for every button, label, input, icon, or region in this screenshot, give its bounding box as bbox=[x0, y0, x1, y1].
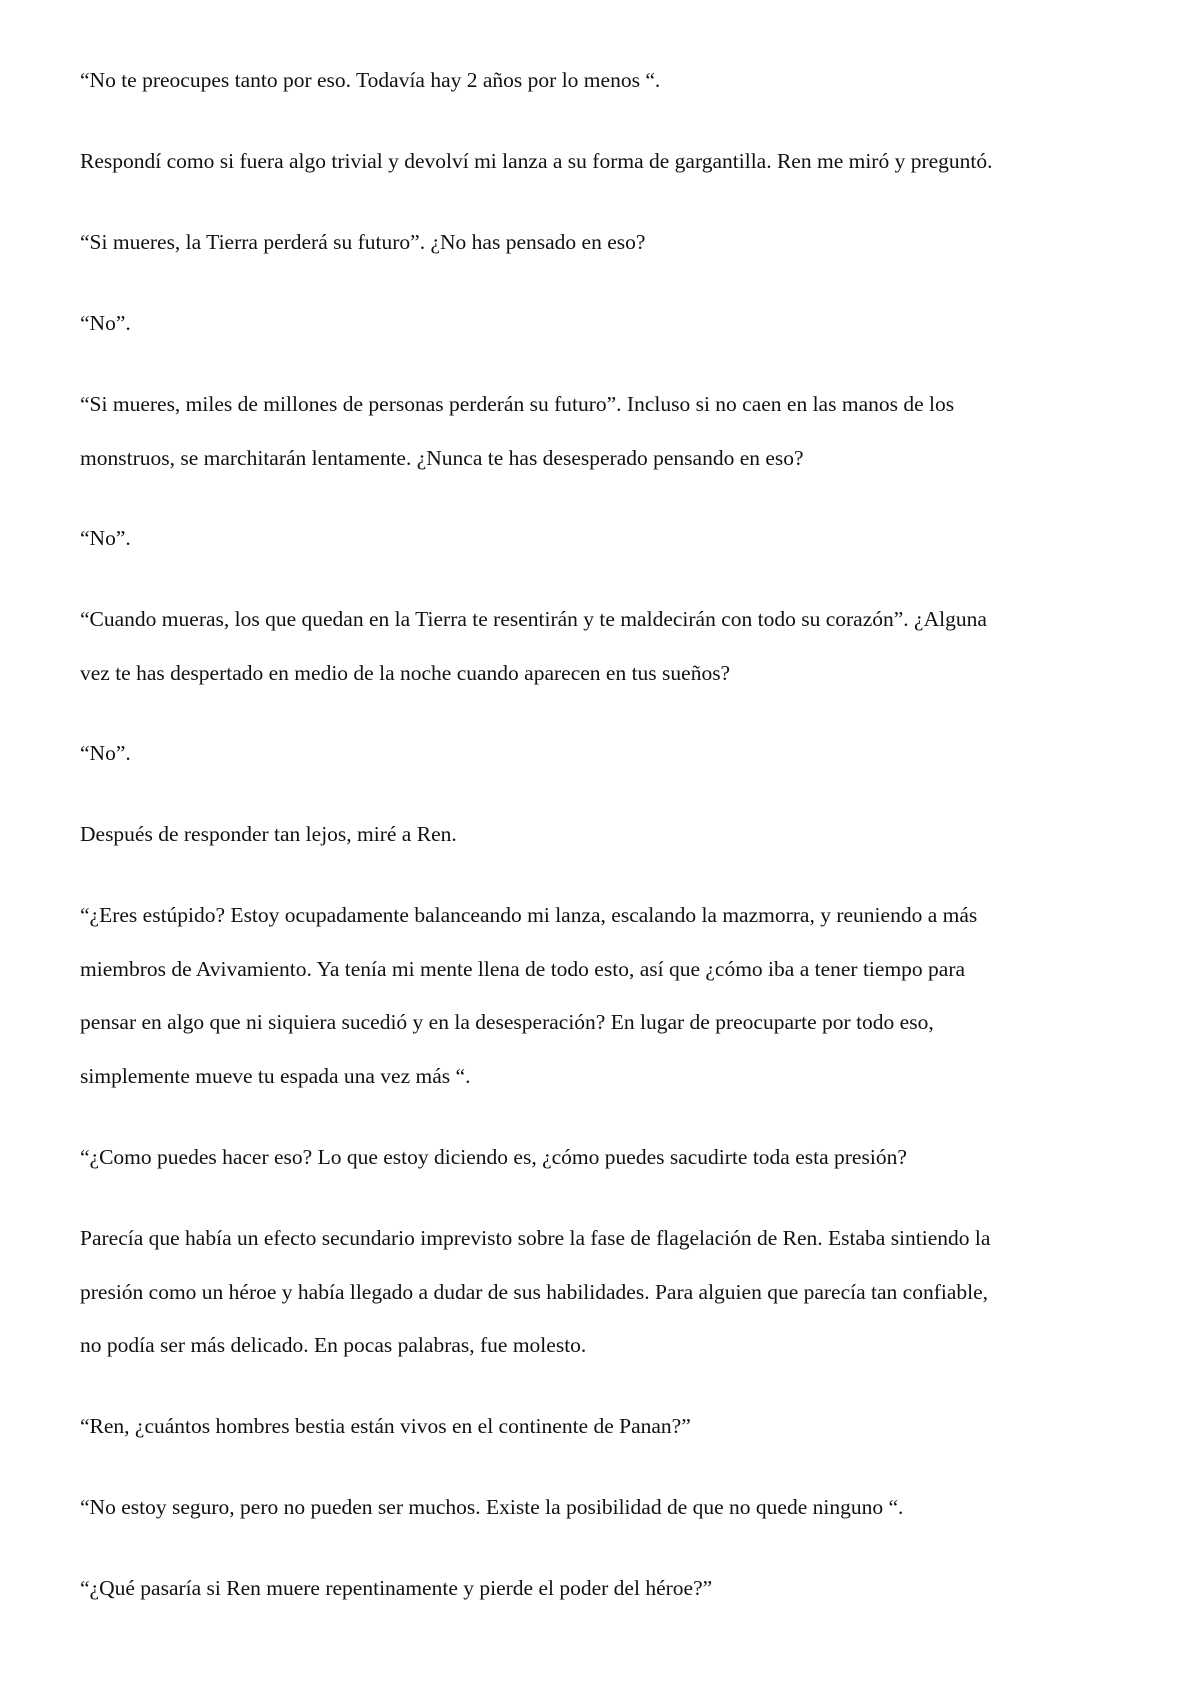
paragraph bbox=[80, 727, 1120, 781]
paragraph bbox=[80, 135, 1120, 189]
paragraph bbox=[80, 808, 1120, 862]
paragraph bbox=[80, 1400, 1120, 1454]
text-line: “No”. bbox=[80, 526, 131, 550]
text-line: no podía ser más delicado. En pocas palabras, fue molesto. bbox=[80, 1333, 587, 1357]
text-line: simplemente mueve tu espada una vez más “. bbox=[80, 1063, 471, 1088]
paragraph bbox=[80, 297, 1120, 351]
paragraph bbox=[80, 1131, 1120, 1185]
paragraph bbox=[80, 54, 1120, 108]
paragraph bbox=[80, 1212, 1120, 1373]
text-line: presión como un héroe y había llegado a dudar de sus habilidades. Para alguien que parecía tan confiable, bbox=[80, 1279, 989, 1304]
paragraph bbox=[80, 1481, 1120, 1535]
text-line: “¿Como puedes hacer eso? Lo que estoy diciendo es, ¿cómo puedes sacudirte toda esta presión? bbox=[80, 1145, 907, 1169]
text-line: miembros de Avivamiento. Ya tenía mi mente llena de todo esto, así que ¿cómo iba a tener tiempo para bbox=[80, 956, 966, 981]
text-line: Parecía que había un efecto secundario imprevisto sobre la fase de flagelación de Ren. Estaba sintiendo la bbox=[80, 1226, 991, 1250]
text-line: monstruos, se marchitarán lentamente. ¿Nunca te has desesperado pensando en eso? bbox=[80, 445, 804, 470]
text-line: “No te preocupes tanto por eso. Todavía hay 2 años por lo menos “. bbox=[80, 68, 661, 92]
text-line: “Si mueres, miles de millones de personas perderán su futuro”. Incluso si no caen en las manos de los bbox=[80, 392, 955, 416]
paragraph bbox=[80, 593, 1120, 700]
text-line: “Si mueres, la Tierra perderá su futuro”. ¿No has pensado en eso? bbox=[80, 230, 646, 254]
paragraph bbox=[80, 216, 1120, 270]
text-line: “No”. bbox=[80, 311, 131, 335]
text-line: “Cuando mueras, los que quedan en la Tierra te resentirán y te maldecirán con todo su corazón”. ¿Alguna bbox=[80, 607, 987, 631]
paragraph bbox=[80, 889, 1120, 1103]
text-line: vez te has despertado en medio de la noche cuando aparecen en tus sueños? bbox=[80, 660, 731, 685]
text-line: Después de responder tan lejos, miré a Ren. bbox=[80, 822, 457, 846]
text-line: Respondí como si fuera algo trivial y devolví mi lanza a su forma de gargantilla. Ren me miró y preguntó. bbox=[80, 149, 993, 173]
text-line: “¿Qué pasaría si Ren muere repentinamente y pierde el poder del héroe?” bbox=[80, 1576, 713, 1600]
text-line: pensar en algo que ni siquiera sucedió y en la desesperación? En lugar de preocuparte por todo eso, bbox=[80, 1010, 934, 1034]
text-line: “¿Eres estúpido? Estoy ocupadamente balanceando mi lanza, escalando la mazmorra, y reuniendo a más bbox=[80, 903, 978, 927]
text-line: “No estoy seguro, pero no pueden ser muchos. Existe la posibilidad de que no quede ninguno “. bbox=[80, 1495, 904, 1519]
paragraph bbox=[80, 378, 1120, 485]
text-line: “Ren, ¿cuántos hombres bestia están vivos en el continente de Panan?” bbox=[80, 1414, 691, 1438]
paragraph bbox=[80, 512, 1120, 566]
paragraph bbox=[80, 1562, 1120, 1616]
text-line: “No”. bbox=[80, 741, 131, 765]
